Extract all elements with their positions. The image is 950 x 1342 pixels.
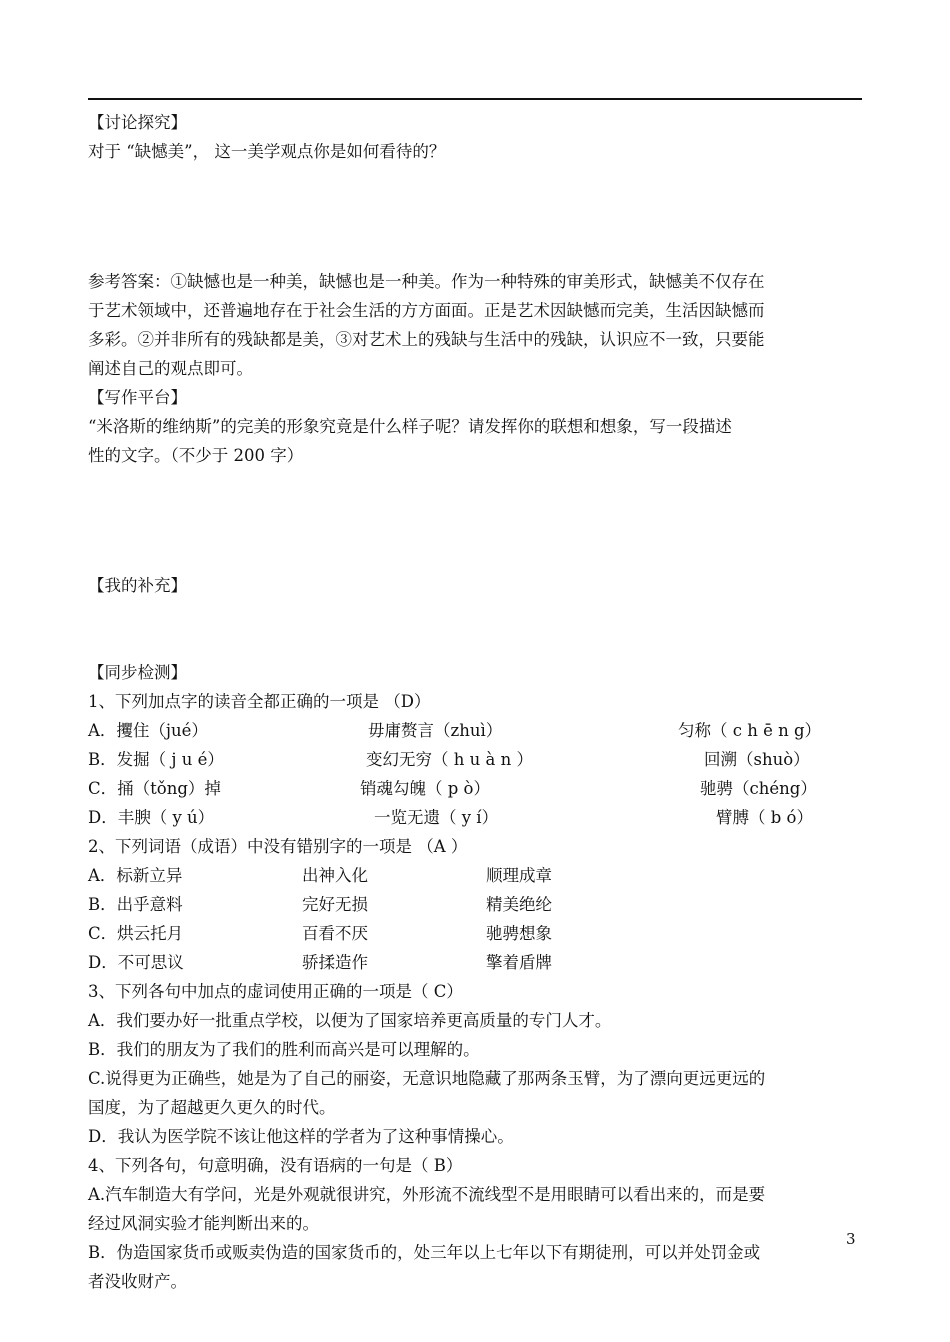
option-cell: 销魂勾魄（ p ò） [360,779,490,798]
option-cell: 百看不厌 [302,924,368,943]
writing-prompt-line: 性的文字。（不少于 200 字） [88,446,304,465]
document-body [88,108,862,1296]
discussion-header: 【讨论探究】 [88,113,187,132]
option-cell: 擎着盾牌 [486,953,552,972]
option-cell: 臂膊（ b ó） [716,808,813,827]
q2-option-row [88,919,862,948]
answer-line: 参考答案：①缺憾也是一种美，缺憾也是一种美。作为一种特殊的审美形式，缺憾美不仅存在 [88,272,765,291]
option-cell: 驰骋（chéng） [700,779,817,798]
option-cell: 完好无损 [302,895,368,914]
option-cell: 出神入化 [302,866,368,885]
page-number: 3 [846,1230,856,1248]
supplement-header: 【我的补充】 [88,576,187,595]
option-cell: D．丰腴（ y ú） [88,808,215,827]
q3-option-line: C.说得更为正确些，她是为了自己的丽姿，无意识地隐藏了那两条玉臂，为了漂向更远更远的 [88,1069,766,1088]
q1-option-row [88,745,862,774]
reference-answer [88,267,862,383]
q4-option-line: 者没收财产。 [88,1272,187,1291]
q2-option-row [88,890,862,919]
option-cell: 变幻无穷（ h u à n ） [366,750,533,769]
option-cell: A．攫住（jué） [88,721,208,740]
option-cell: A．标新立异 [88,866,183,885]
q1-option-row [88,716,862,745]
option-cell: 骄揉造作 [302,953,368,972]
answer-line: 阐述自己的观点即可。 [88,359,253,378]
q4-option-line: A.汽车制造大有学问，光是外观就很讲究，外形流不流线型不是用眼睛可以看出来的，而是要 [88,1185,766,1204]
option-cell: 一览无遗（ y í） [374,808,499,827]
writing-prompt-line: “米洛斯的维纳斯”的完美的形象究竟是什么样子呢？请发挥你的联想和想象，写一段描述 [88,417,732,436]
q1-stem: 1、下列加点字的读音全都正确的一项是 （D） [88,692,431,711]
option-cell: 毋庸赘言（zhuì） [368,721,503,740]
option-cell: B．出乎意料 [88,895,183,914]
q4-option-line: B．伪造国家货币或贩卖伪造的国家货币的，处三年以上七年以下有期徒刑，可以并处罚金或 [88,1243,761,1262]
top-rule [88,98,862,100]
answer-line: 多彩。②并非所有的残缺都是美，③对艺术上的残缺与生活中的残缺，认识应不一致，只要能 [88,330,765,349]
q3-option-line: A．我们要办好一批重点学校，以便为了国家培养更高质量的专门人才。 [88,1011,612,1030]
writing-header: 【写作平台】 [88,388,187,407]
option-cell: C．捅（tǒng）掉 [88,779,221,798]
q3-stem: 3、下列各句中加点的虚词使用正确的一项是（ C） [88,982,463,1001]
q3-option-line: B．我们的朋友为了我们的胜利而高兴是可以理解的。 [88,1040,480,1059]
option-cell: B．发掘（ j u é） [88,750,224,769]
option-cell: C．烘云托月 [88,924,184,943]
answer-line: 于艺术领域中，还普遍地存在于社会生活的方方面面。正是艺术因缺憾而完美，生活因缺憾而 [88,301,765,320]
q1-option-row [88,803,862,832]
option-cell: 顺理成章 [486,866,552,885]
q2-stem: 2、下列词语（成语）中没有错别字的一项是 （A ） [88,837,468,856]
option-cell: 匀称（ c h ē n g） [678,721,822,740]
q3-option-line: D．我认为医学院不该让他这样的学者为了这种事情操心。 [88,1127,514,1146]
option-cell: 精美绝纶 [486,895,552,914]
q2-option-row [88,861,862,890]
q1-option-row [88,774,862,803]
option-cell: 驰骋想象 [486,924,552,943]
q2-option-row [88,948,862,977]
option-cell: 回溯（shuò） [704,750,810,769]
q4-stem: 4、下列各句，句意明确，没有语病的一句是（ B） [88,1156,463,1175]
discussion-question: 对于 “缺憾美”， 这一美学观点你是如何看待的？ [88,142,446,161]
q3-option-line: 国度，为了超越更久更久的时代。 [88,1098,336,1117]
test-header: 【同步检测】 [88,663,187,682]
option-cell: D．不可思议 [88,953,184,972]
q4-option-line: 经过风洞实验才能判断出来的。 [88,1214,319,1233]
